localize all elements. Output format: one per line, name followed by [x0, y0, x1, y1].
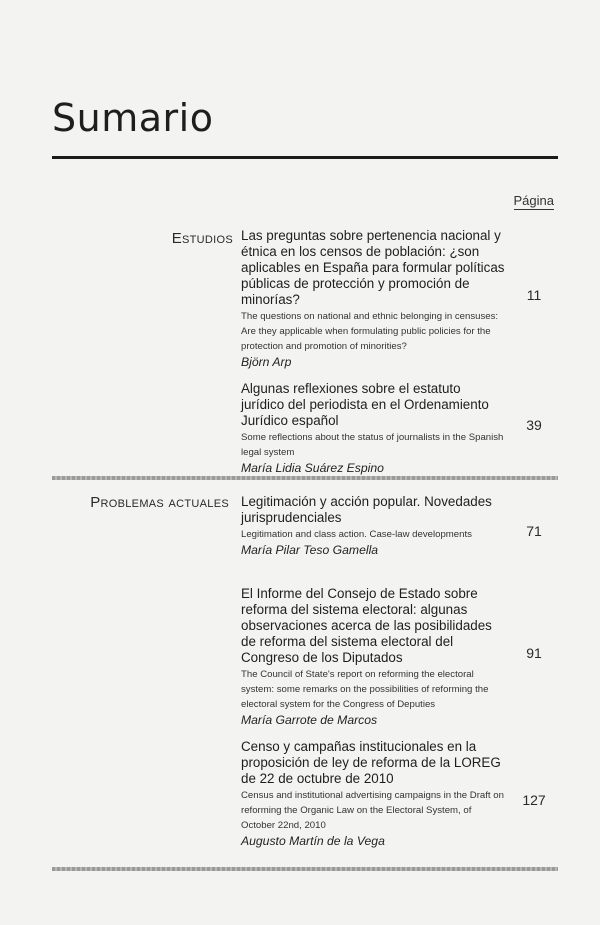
entry-author: María Pilar Teso Gamella: [241, 543, 379, 557]
entry-page-number: 91: [526, 645, 542, 661]
entry-author: Björn Arp: [241, 355, 292, 369]
toc-entry[interactable]: [241, 739, 505, 849]
entry-page-number: 11: [526, 287, 542, 303]
entry-title-en: Census and institutional advertising campaigns in the Draft on reforming the Organic Law on the Electoral System, of October 22nd, 2010: [241, 790, 504, 831]
page-column-label: Página: [513, 193, 554, 208]
entry-title-en: The questions on national and ethnic belonging in censuses: Are they applicable when formulating public policies for the protection and promotion of minorities?: [241, 311, 499, 352]
section-divider: [52, 476, 558, 480]
entry-title-es: Algunas reflexiones sobre el estatuto jurídico del periodista en el Ordenamiento Jurídico español: [241, 381, 489, 428]
entry-title-es: Censo y campañas institucionales en la proposición de ley de reforma de la LOREG de 22 de octubre de 2010: [241, 739, 501, 786]
entry-page-number: 39: [526, 417, 542, 433]
toc-entry[interactable]: [241, 381, 505, 476]
entry-author: María Lidia Suárez Espino: [241, 461, 384, 475]
title-divider: [52, 156, 558, 159]
section-label-problemas-actuales: Problemas actuales: [90, 494, 229, 511]
entry-page-number: 71: [526, 523, 542, 539]
page-title: Sumario: [52, 96, 214, 140]
entry-author: Augusto Martín de la Vega: [241, 834, 385, 848]
toc-entry[interactable]: [241, 228, 505, 370]
toc-entry[interactable]: [241, 586, 505, 728]
section-label-estudios: Estudios: [171, 230, 233, 247]
entry-title-en: Legitimation and class action. Case-law developments: [241, 529, 472, 540]
section-divider: [52, 867, 558, 871]
entry-title-es: El Informe del Consejo de Estado sobre reforma del sistema electoral: algunas observaciones acerca de las posibilidades de reforma del sistema electoral del Congreso de los Diputados: [241, 586, 492, 665]
toc-entry[interactable]: [241, 494, 505, 558]
entry-author: María Garrote de Marcos: [241, 713, 378, 727]
entry-title-en: The Council of State's report on reforming the electoral system: some remarks on the possibilities of reforming the electoral system for the Congress of Deputies: [241, 669, 489, 710]
entry-title-es: Las preguntas sobre pertenencia nacional y étnica en los censos de población: ¿son aplicables en España para formular políticas públicas de protección y promoción de minorías?: [241, 228, 505, 307]
entry-page-number: 127: [522, 792, 546, 808]
entry-title-es: Legitimación y acción popular. Novedades jurisprudenciales: [241, 494, 492, 525]
entry-title-en: Some reflections about the status of journalists in the Spanish legal system: [241, 432, 504, 458]
